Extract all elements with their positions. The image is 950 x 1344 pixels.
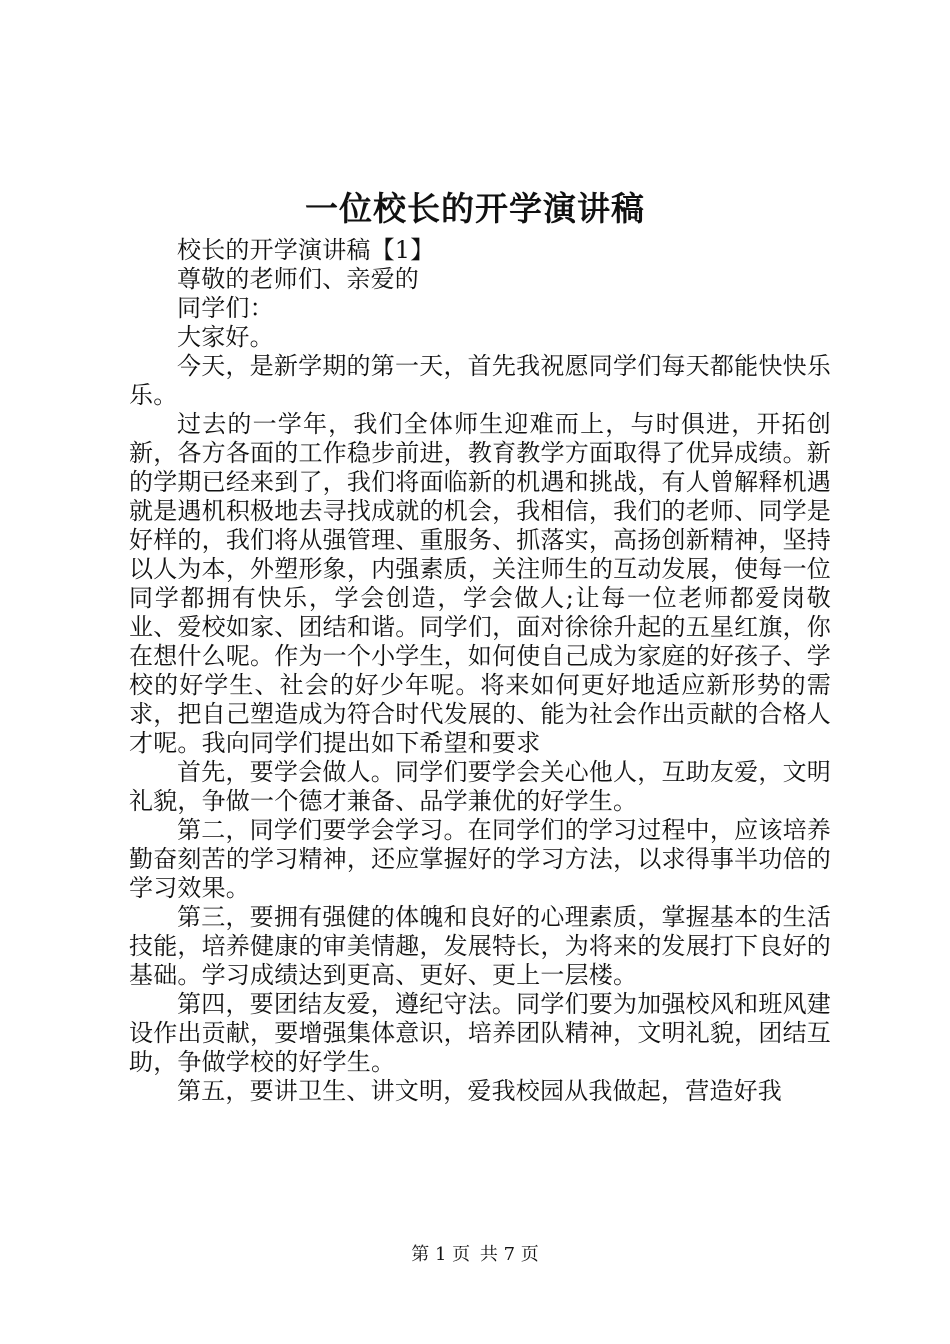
paragraph-third: 第三，要拥有强健的体魄和良好的心理素质，掌握基本的生活技能，培养健康的审美情趣，发展特长，为将来的发展打下良好的基础。学习成绩达到更高、更好、更上一层楼。 bbox=[129, 903, 831, 989]
document-body bbox=[129, 236, 831, 1106]
paragraph-first: 首先，要学会做人。同学们要学会关心他人，互助友爱，文明礼貌，争做一个德才兼备、品学兼优的好学生。 bbox=[129, 758, 831, 815]
paragraph-heading: 校长的开学演讲稿【1】 bbox=[177, 236, 435, 264]
paragraph-fourth: 第四，要团结友爱，遵纪守法。同学们要为加强校风和班风建设作出贡献，要增强集体意识，培养团队精神，文明礼貌，团结互助，争做学校的好学生。 bbox=[129, 990, 831, 1076]
page-footer bbox=[0, 1244, 950, 1266]
paragraph-opening: 今天，是新学期的第一天，首先我祝愿同学们每天都能快快乐乐。 bbox=[129, 352, 831, 409]
page-total: 共 7 页 bbox=[479, 1244, 539, 1265]
paragraph-main: 过去的一学年，我们全体师生迎难而上，与时俱进，开拓创新，各方各面的工作稳步前进，教育教学方面取得了优异成绩。新的学期已经来到了，我们将面临新的机遇和挑战，有人曾解释机遇就是遇机积极地去寻找成就的机会，我相信，我们的老师、同学是好样的，我们将从强管理、重服务、抓落实，高扬创新精神，坚持以人为本，外塑形象，内强素质，关注师生的互动发展，使每一位同学都拥有快乐，学会创造，学会做人;让每一位老师都爱岗敬业、爱校如家、团结和谐。同学们，面对徐徐升起的五星红旗，你在想什么呢。作为一个小学生，如何使自己成为家庭的好孩子、学校的好学生、社会的好少年呢。将来如何更好地适应新形势的需求，把自己塑造成为符合时代发展的、能为社会作出贡献的合格人才呢。我向同学们提出如下希望和要求 bbox=[129, 410, 831, 757]
paragraph-salutation-2: 同学们： bbox=[177, 294, 274, 322]
paragraph-second: 第二，同学们要学会学习。在同学们的学习过程中，应该培养勤奋刻苦的学习精神，还应掌握好的学习方法，以求得事半功倍的学习效果。 bbox=[129, 816, 831, 902]
paragraph-fifth: 第五，要讲卫生、讲文明，爱我校园从我做起，营造好我 bbox=[177, 1077, 782, 1105]
page-number: 第 1 页 bbox=[411, 1244, 471, 1265]
page-title: 一位校长的开学演讲稿 bbox=[305, 189, 645, 228]
paragraph-salutation-1: 尊敬的老师们、亲爱的 bbox=[177, 265, 419, 293]
paragraph-greeting: 大家好。 bbox=[177, 323, 274, 351]
